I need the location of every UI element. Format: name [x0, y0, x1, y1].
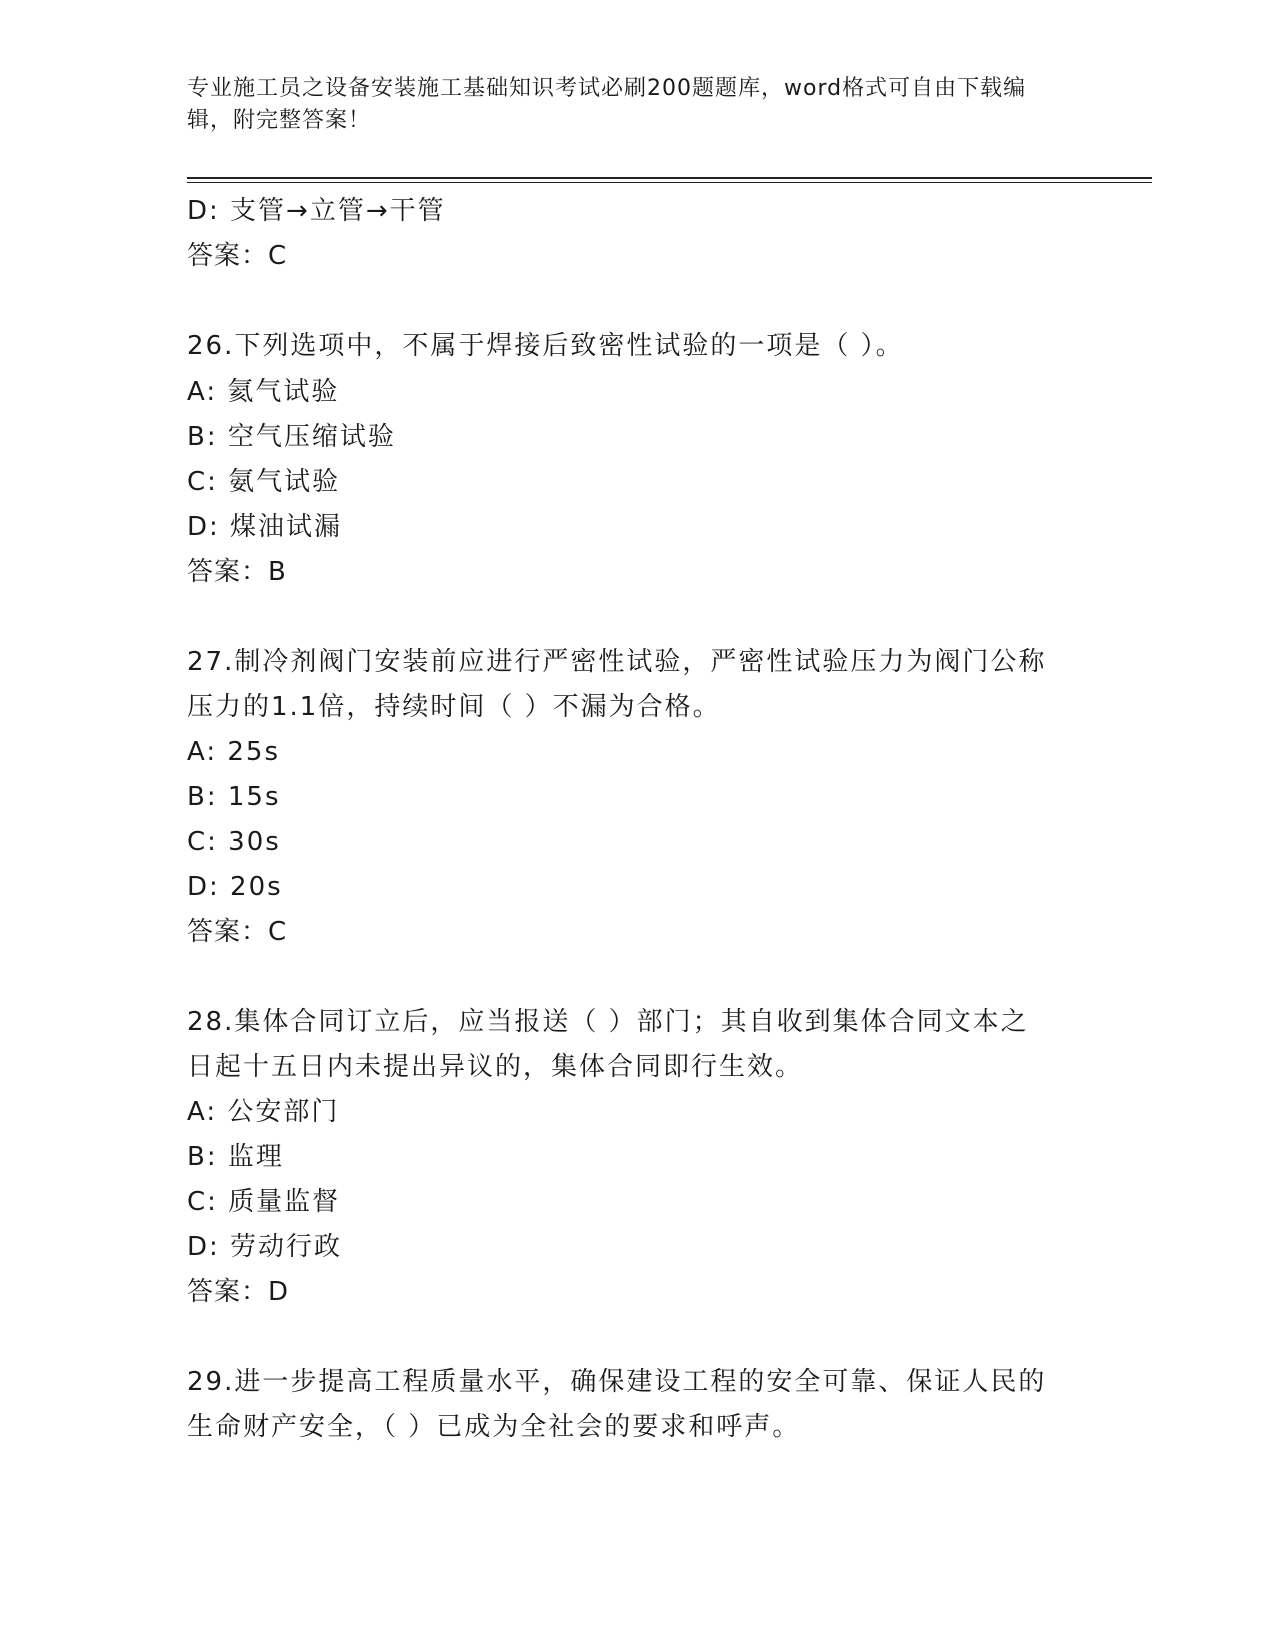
q25-answer: 答案：C [187, 241, 288, 271]
q25-option-d: D: 支管→立管→干管 [187, 196, 446, 226]
q26-answer: 答案：B [187, 557, 287, 587]
q26-option-b: B: 空气压缩试验 [187, 422, 396, 452]
q27-option-c: C: 30s [187, 827, 281, 857]
q26-stem: 26.下列选项中，不属于焊接后致密性试验的一项是（ ）。 [187, 331, 904, 361]
q26-option-d: D: 煤油试漏 [187, 512, 343, 542]
q28-stem-line1: 28.集体合同订立后，应当报送（ ）部门；其自收到集体合同文本之 [187, 1007, 1029, 1037]
q27-answer: 答案：C [187, 917, 288, 947]
q28-stem-line2: 日起十五日内未提出异议的，集体合同即行生效。 [187, 1052, 804, 1082]
header-rule-top [187, 177, 1152, 179]
q29-stem-line1: 29.进一步提高工程质量水平，确保建设工程的安全可靠、保证人民的 [187, 1367, 1047, 1397]
q27-stem-line2: 压力的1.1倍，持续时间（ ）不漏为合格。 [187, 692, 721, 722]
document-header: 专业施工员之设备安装施工基础知识考试必刷200题题库，word格式可自由下载编辑，附完整答案！ [187, 76, 1027, 133]
q28-answer: 答案：D [187, 1277, 290, 1307]
q27-option-a: A: 25s [187, 737, 280, 767]
q29-stem-line2: 生命财产安全，（ ）已成为全社会的要求和呼声。 [187, 1412, 801, 1442]
q26-option-c: C: 氨气试验 [187, 467, 341, 497]
header-rule-bottom [187, 182, 1152, 183]
q27-stem-line1: 27.制冷剂阀门安装前应进行严密性试验，严密性试验压力为阀门公称 [187, 647, 1047, 677]
q27-option-b: B: 15s [187, 782, 281, 812]
q28-option-d: D: 劳动行政 [187, 1232, 343, 1262]
q28-option-c: C: 质量监督 [187, 1187, 341, 1217]
q28-option-a: A: 公安部门 [187, 1097, 340, 1127]
q28-option-b: B: 监理 [187, 1142, 284, 1172]
q26-option-a: A: 氦气试验 [187, 377, 340, 407]
q27-option-d: D: 20s [187, 872, 283, 902]
